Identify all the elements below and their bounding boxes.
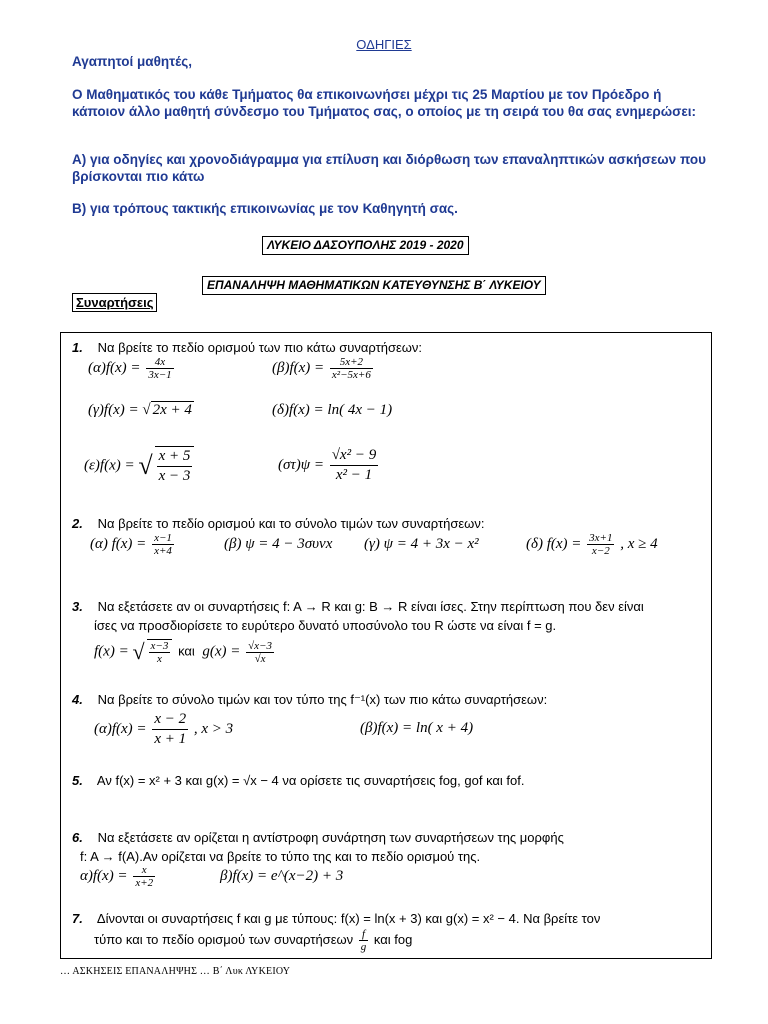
q2-b: (β) ψ = 4 − 3συνx bbox=[224, 536, 333, 552]
instruction-a: Α) για οδηγίες και χρονοδιάγραμμα για επίλυση και διόρθωση των επαναληπτικών ασκήσεων που βρίσκονται πιο κάτω bbox=[72, 152, 707, 184]
question-6: 6. Να εξετάσετε αν ορίζεται η αντίστροφη συνάρτηση των συναρτήσεων της μορφής bbox=[72, 830, 564, 845]
q3-formulas: f(x) = √ $\frac{x-3}{x}$ και g(x) = $\frac{√x-3}{√x}$ bbox=[94, 639, 272, 665]
section-title: Συναρτήσεις bbox=[72, 293, 157, 312]
q1-c: (γ)f(x) = √ 2x + 4 bbox=[88, 402, 192, 418]
q4-a: (α)f(x) = $\frac{x - 2}{x + 1}$ , x > 3 bbox=[94, 711, 234, 747]
question-1 bbox=[72, 338, 712, 357]
question-3-line2: ίσες να προσδιορίσετε το ευρύτερο δυνατό υποσύνολο του R ώστε να είναι f = g. bbox=[94, 618, 557, 633]
question-4: 4. Να βρείτε το σύνολο τιμών και τον τύπο της f⁻¹(x) των πιο κάτω συναρτήσεων: bbox=[72, 692, 548, 707]
instruction-b: Β) για τρόπους τακτικής επικοινωνίας με τον Καθηγητή σας. bbox=[72, 201, 458, 216]
q1-a: (α)f(x) = $\frac{4x}{3x-1}$ bbox=[88, 356, 172, 381]
question-5: 5. Αν f(x) = x² + 3 και g(x) = √x − 4 να ορίσετε τις συναρτήσεις fog, gof και fof. bbox=[72, 773, 525, 788]
question-7: 7. Δίνονται οι συναρτήσεις f και g με τύπους: f(x) = ln(x + 3) και g(x) = x² − 4. Να βρείτε τον bbox=[72, 911, 601, 926]
greeting: Αγαπητοί μαθητές, bbox=[72, 54, 193, 69]
q6-a: α)f(x) = $\frac{x}{x+2}$ bbox=[80, 864, 154, 889]
q1-st: (στ)ψ = $\frac{\text{√x² − 9}}{\text{x² − 1}}$ bbox=[278, 447, 377, 483]
intro-paragraph: Ο Μαθηματικός του κάθε Τμήματος θα επικοινωνήσει μέχρι τις 25 Μαρτίου με τον Πρόεδρο ή κάποιον άλλο μαθητή σύνδεσμο του Τμήματος σας, ο οποίος με τη σειρά του θα σας ενημερώσει: bbox=[72, 87, 697, 119]
q2-d: (δ) f(x) = $\frac{3x+1}{x-2}$ , x ≥ 4 bbox=[526, 532, 658, 557]
question-6-line2: f: A → f(A).Αν ορίζεται να βρείτε το τύπο της και το πεδίο ορισμού της. bbox=[80, 849, 481, 864]
q1-d: (δ)f(x) = ln( 4x − 1) bbox=[272, 402, 393, 418]
q6-b: β)f(x) = e^(x−2) + 3 bbox=[220, 868, 344, 884]
q1-e: (ε)f(x) = √ $\frac{x + 5}{x - 3}$ bbox=[84, 446, 196, 486]
q4-b: (β)f(x) = ln( x + 4) bbox=[360, 720, 474, 736]
page-title: ΟΔΗΓΙΕΣ bbox=[356, 37, 412, 52]
question-2: 2. Να βρείτε το πεδίο ορισμού και το σύνολο τιμών των συναρτήσεων: bbox=[72, 516, 485, 531]
question-7-line2: τύπο και το πεδίο ορισμού των συναρτήσεων $\frac{f}{g}$ και fog bbox=[94, 928, 413, 953]
question-3: 3. Να εξετάσετε αν οι συναρτήσεις f: A → R και g: B → R είναι ίσες. Στην περίπτωση που δεν είναι bbox=[72, 599, 644, 614]
q2-c: (γ) ψ = 4 + 3x − x² bbox=[364, 536, 479, 552]
question-text: Να βρείτε το πεδίο ορισμού των πιο κάτω συναρτήσεων: bbox=[97, 340, 423, 355]
q2-a: (α) f(x) = $\frac{x-1}{x+4}$ bbox=[90, 532, 172, 557]
course-box: ΕΠΑΝΑΛΗΨΗ ΜΑΘΗΜΑΤΙΚΩΝ ΚΑΤΕΥΘΥΝΣΗΣ Β΄ ΛΥΚΕΙΟΥ bbox=[202, 276, 546, 295]
page-footer: … ΑΣΚΗΣΕΙΣ ΕΠΑΝΑΛΗΨΗΣ … Β΄ Λυκ ΛΥΚΕΙΟΥ bbox=[60, 966, 291, 977]
school-box: ΛΥΚΕΙΟ ΔΑΣΟΥΠΟΛΗΣ 2019 - 2020 bbox=[262, 236, 469, 255]
q1-b: (β)f(x) = $\frac{5x+2}{\text{x²−5x+6}}$ bbox=[272, 356, 371, 381]
question-number: 1. bbox=[72, 340, 83, 355]
